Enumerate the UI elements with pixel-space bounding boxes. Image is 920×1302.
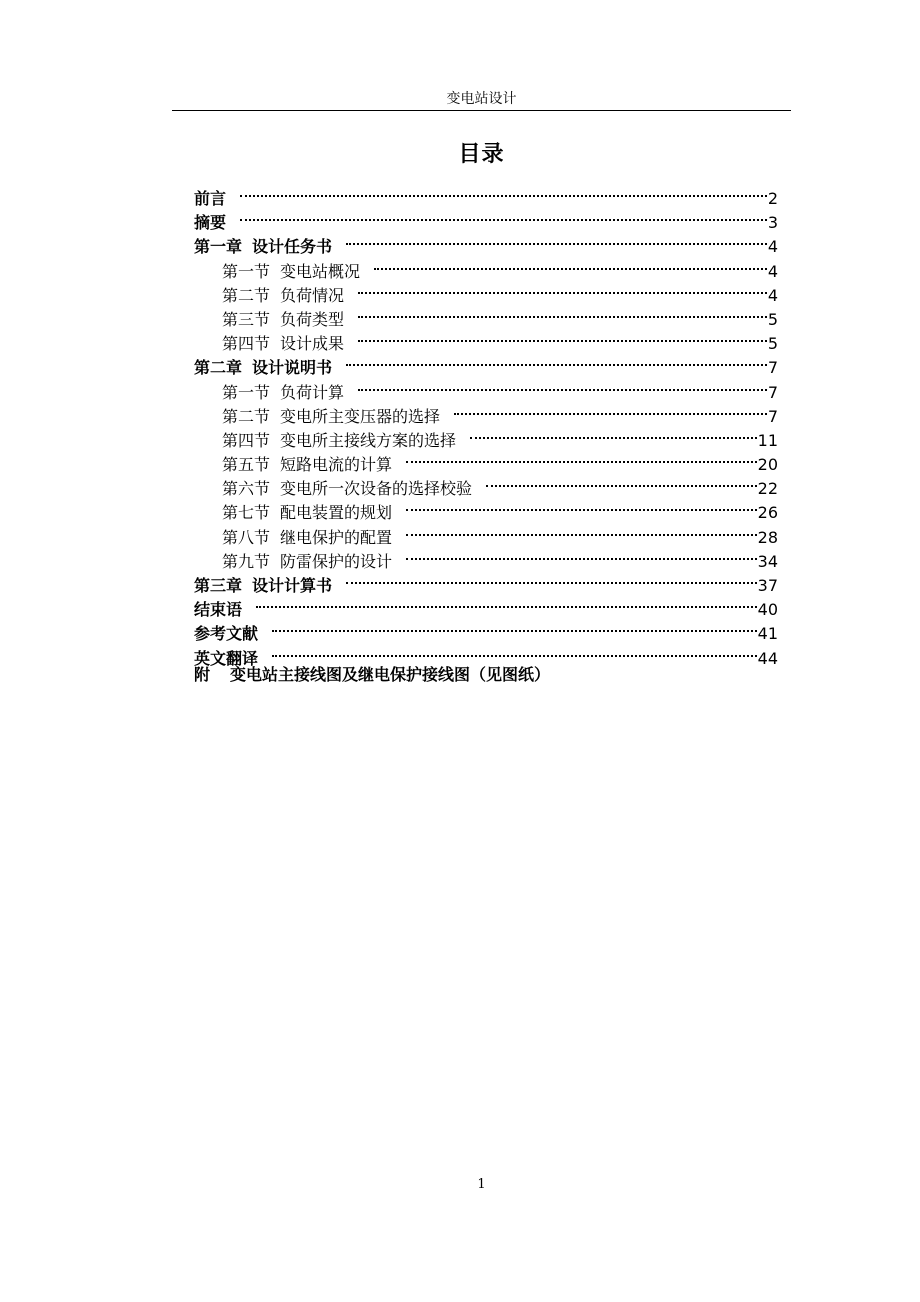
- toc-chapter-entry[interactable]: [194, 204, 778, 233]
- dot-leader: [346, 349, 767, 373]
- dot-leader: [272, 615, 757, 639]
- toc-entry-label: [222, 501, 392, 525]
- toc-entry-title: 负荷类型: [280, 309, 345, 329]
- toc-page-number: 26: [757, 503, 778, 523]
- toc-entry-label: [194, 211, 226, 235]
- dot-leader: [486, 470, 757, 494]
- table-of-contents: [194, 180, 778, 668]
- toc-entry-label: [222, 308, 344, 332]
- toc-page-number: 5: [767, 309, 778, 329]
- toc-entry-number: 第五节: [222, 455, 271, 475]
- toc-page-number: 7: [767, 382, 778, 402]
- toc-page-number: 28: [757, 527, 778, 547]
- toc-entry-number: 第八节: [222, 527, 271, 547]
- header-rule: [172, 110, 791, 111]
- dot-leader: [346, 228, 767, 252]
- toc-entry-label: [194, 187, 226, 211]
- toc-entry-title: 设计计算书: [252, 576, 333, 595]
- toc-entry-title: 负荷计算: [280, 382, 345, 402]
- toc-page-number: 4: [767, 285, 778, 305]
- toc-page-number: 41: [757, 624, 778, 644]
- toc-entry-label: [222, 453, 392, 477]
- dot-leader: [406, 519, 757, 543]
- toc-entry-number: 第四节: [222, 430, 271, 450]
- toc-entry-title: 结束语: [194, 600, 243, 620]
- dot-leader: [358, 325, 767, 349]
- toc-entry-label: [222, 284, 344, 308]
- toc-entry-title: 摘要: [194, 213, 227, 233]
- dot-leader: [374, 253, 767, 277]
- toc-entry-number: 第四节: [222, 334, 271, 354]
- page-number: 1: [477, 1177, 486, 1192]
- toc-entry-title: 负荷情况: [280, 285, 345, 305]
- toc-entry-title: 参考文献: [194, 624, 259, 644]
- toc-page-number: 7: [767, 406, 778, 426]
- toc-entry-label: [222, 405, 440, 429]
- toc-entry-number: 第一章: [194, 237, 243, 257]
- toc-entry-label: [222, 260, 360, 284]
- dot-leader: [256, 591, 757, 615]
- dot-leader: [406, 543, 757, 567]
- toc-page-number: 7: [767, 358, 778, 378]
- toc-entry-number: 第六节: [222, 479, 271, 499]
- toc-page-number: 4: [767, 237, 778, 257]
- toc-page-number: 2: [767, 189, 778, 208]
- toc-entry-label: [194, 356, 332, 380]
- toc-entry-title: 设计说明书: [252, 358, 333, 378]
- dot-leader: [346, 567, 757, 591]
- toc-chapter-entry[interactable]: [194, 615, 778, 644]
- appendix-entry[interactable]: [194, 664, 550, 686]
- toc-page-number: 34: [757, 551, 778, 571]
- dot-leader: [358, 374, 767, 398]
- toc-page-number: 5: [767, 334, 778, 354]
- toc-chapter-entry[interactable]: [194, 591, 778, 620]
- toc-page-number: 22: [757, 479, 778, 499]
- toc-entry-label: [194, 235, 332, 259]
- toc-entry-title: 变电所一次设备的选择校验: [280, 479, 473, 499]
- dot-leader: [406, 446, 757, 470]
- toc-chapter-entry[interactable]: [194, 180, 778, 208]
- toc-page-number: 3: [767, 213, 778, 233]
- running-header: 变电站设计: [446, 91, 517, 107]
- dot-leader: [454, 398, 767, 422]
- toc-entry-number: 第二章: [194, 358, 243, 378]
- appendix-prefix: 附: [194, 665, 211, 684]
- toc-title: 目录: [458, 142, 505, 167]
- toc-page-number: 37: [757, 576, 778, 595]
- toc-entry-title: 前言: [194, 189, 227, 208]
- dot-leader: [240, 180, 767, 204]
- dot-leader: [470, 422, 757, 446]
- toc-entry-title: 变电站概况: [280, 261, 361, 281]
- toc-page-number: 20: [757, 455, 778, 475]
- toc-entry-title: 短路电流的计算: [280, 455, 393, 475]
- toc-entry-label: [194, 598, 242, 622]
- toc-entry-title: 继电保护的配置: [280, 527, 393, 547]
- toc-entry-title: 设计成果: [280, 334, 345, 354]
- toc-entry-number: 第二节: [222, 406, 271, 426]
- toc-entry-number: 第三章: [194, 576, 243, 595]
- appendix-title: 变电站主接线图及继电保护接线图（见图纸）: [230, 665, 551, 684]
- toc-page-number: 40: [757, 600, 778, 620]
- toc-chapter-entry[interactable]: [194, 640, 778, 668]
- toc-page-number: 44: [757, 648, 778, 668]
- toc-entry-label: [222, 381, 344, 405]
- toc-entry-number: 第一节: [222, 261, 271, 281]
- toc-page-number: 11: [757, 430, 778, 450]
- toc-entry-label: [222, 332, 344, 356]
- toc-page-number: 4: [767, 261, 778, 281]
- toc-entry-title: 防雷保护的设计: [280, 551, 393, 571]
- toc-entry-number: 第三节: [222, 309, 271, 329]
- toc-chapter-entry[interactable]: [194, 228, 778, 257]
- toc-entry-title: 英文翻译: [194, 648, 259, 668]
- toc-entry-label: [222, 526, 392, 550]
- toc-entry-number: 第九节: [222, 551, 271, 571]
- toc-entry-number: 第七节: [222, 503, 271, 523]
- toc-entry-title: 配电装置的规划: [280, 503, 393, 523]
- dot-leader: [358, 277, 767, 301]
- dot-leader: [358, 301, 767, 325]
- toc-entry-number: 第二节: [222, 285, 271, 305]
- toc-entry-number: 第一节: [222, 382, 271, 402]
- toc-entry-label: [194, 622, 258, 646]
- toc-entry-title: 变电所主变压器的选择: [280, 406, 441, 426]
- dot-leader: [240, 204, 767, 228]
- dot-leader: [272, 640, 757, 664]
- toc-entry-title: 设计任务书: [252, 237, 333, 257]
- toc-entry-title: 变电所主接线方案的选择: [280, 430, 457, 450]
- dot-leader: [406, 494, 757, 518]
